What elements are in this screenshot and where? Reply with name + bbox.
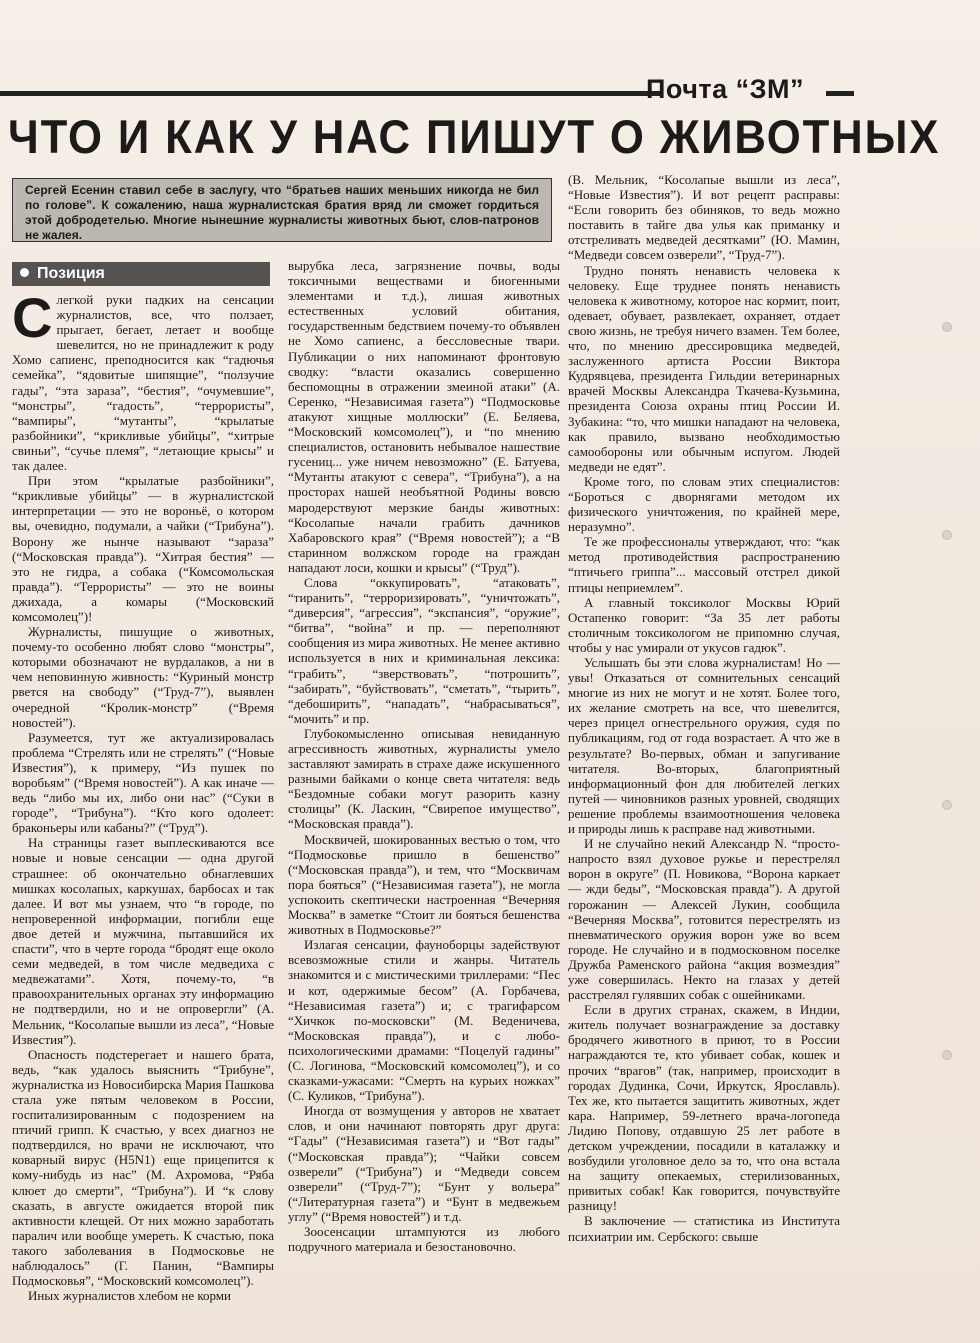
paragraph: Иногда от возмущения у авторов не хватает слов, и они начинают повторять друг друга: “Гады” (“Независимая газета”) и “Вот гады” (“Московская правда”); “Чайки совсем озверели” (“Трибуна”) и “Медведи совсем озверели” (“Труд-7”); “Бунт у вольера” (“Литературная газета”) и “Бунт в медвежьем углу” (“Время новостей”) и т.д. — [288, 1103, 560, 1224]
paragraph: Разумеется, тут же актуализировалась проблема “Стрелять или не стрелять” (“Новые Известия”), к примеру, “Из пушек по воробьям” (“Время новостей”). А как иначе — ведь “либо мы их, либо они нас” (“Суки в городе”, “Трибуна”). “Кто кого одолеет: браконьеры или кабаны?” (“Труд”). — [12, 729, 274, 836]
article-headline: ЧТО И КАК У НАС ПИШУТ О ЖИВОТНЫХ — [8, 110, 941, 163]
paragraph: Глубокомысленно описывая невиданную агрессивность животных, журналисты умело заставляют замирать в страхе даже искушенного разными байками о конце света читателя: ведь “Бездомные собаки могут разорить казну столицы” (К. Ласкин, “Свирепое имущество”, “Московская правда”). — [288, 725, 560, 832]
section-label — [12, 262, 270, 286]
binder-hole — [942, 800, 952, 810]
paragraph: А главный токсиколог Москвы Юрий Остапенко говорит: “За 35 лет работы столичным токсикологом не припомню случая, чтобы у нас умирали от укусов гадюк”. — [568, 594, 840, 655]
article-column-1 — [12, 292, 274, 1338]
article-column-3 — [568, 172, 840, 1338]
paragraph: вырубка леса, загрязнение почвы, воды токсичными веществами и биогенными элементами и т.д.), лишая животных естественных условий обитания, государственным бедствием почему-то объявлен не Хомо сапиенс, а бессловесные твари. Публикации о них напоминают фронтовую сводку: “власти оказались совершенно беспомощны в отражении змеиной атаки” (А. Серенко, “Независимая газета”) “Подмосковье атакуют хищные моллюски” (Е. Беляева, “Московский комсомолец”), и “по мнению специалистов, остановить небывалое нашествие гусениц... уже ничем невозможно” (Е. Батуева, “Мутанты атакуют с севера”, “Трибуна”), а на просторах нашей необъятной Родины вовсю мародерствуют мерзкие банды животных: “Косолапые начали грабить дачников Хабаровского края” (“Время новостей”); а “В старинном волжском городе на граждан нападают лоси, кошки и крысы” (“Труд”). — [288, 258, 560, 575]
paragraph: Зоосенсации штампуются из любого подручного материала и безостановочно. — [288, 1224, 560, 1255]
header-rule-right — [826, 91, 854, 96]
article-lead: Сергей Есенин ставил себе в заслугу, что “братьев наших меньших никогда не бил по голове”. К сожалению, наша журналистская братия вряд ли сможет гордиться этой добродетелью. Многие нынешние журналисты животных бьют, слов-патронов не жалея. — [12, 178, 552, 242]
paragraph: В заключение — статистика из Института психиатрии им. Сербского: свыше — [568, 1213, 840, 1244]
paragraph: Иных журналистов хлебом не корми — [28, 1288, 231, 1304]
binder-hole — [942, 1050, 952, 1060]
binder-hole — [942, 322, 952, 332]
header-rule-left — [0, 91, 660, 96]
paragraph: Журналисты, пишущие о животных, почему-то особенно любят слово “монстры”, которыми обозначают не вурдалаков, а ни в чем неповинную живность: “Куриный монстр рвется на свободу” (“Труд-7”), выявлен очередной “Кролик-монстр” (“Время новостей”). — [12, 624, 274, 730]
paragraph: Если в других странах, скажем, в Индии, житель получает вознаграждение за доставку бродячего животного в приют, то в России награждаются те, кто убивает собак, кошек и прочих “врагов” (так, например, происходит в городах Дудинка, Сочи, Иркутск, Ярославль). Тех же, кто пытается защитить животных, ждет кара. Например, 59-летнего врача-логопеда Лидию Попову, отдавшую 25 лет работе в детском учреждении, посадили в каталажку и возбудили уголовное дело за то, что она встала на защиту опекаемых, стерилизованных, привитых собак! Как говорится, почувствуйте разницу! — [568, 1002, 840, 1214]
paragraph: Опасность подстерегает и нашего брата, ведь, “как удалось выяснить “Трибуне”, журналистка из Новосибирска Мария Пашкова стала уже пятым человеком в России, госпитализированным с подозрением на птичий грипп. К счастью, у всех диагноз не подтвердился, но врачи не исключают, что коварный вирус (H5N1) еще прицепится к кому-нибудь из нас” (М. Ахромова, “Ряба клюет до смерти”, “Трибуна”). И “к слову сказать, в августе ожидается второй пик активности клещей. От них можно заработать паралич или вообще умереть. К счастью, пока такого заболевания в Подмосковье не наблюдалось” (Г. Панин, “Вампиры Подмосковья”, “Московский комсомолец”). — [12, 1046, 274, 1289]
paragraph: (В. Мельник, “Косолапые вышли из леса”, “Новые Известия”). И вот рецепт расправы: “Если говорить без обиняков, то ведь можно поставить в тайге два улья как приманку и отстреливать медведей десятками” (Ю. Мамин, “Медведи совсем озверели”, “Труд-7”). — [568, 172, 840, 263]
paragraph: На страницы газет выплескиваются все новые и новые сенсации — одна другой страшнее: об окончательно обнаглевших мишках косолапых, каркушах, барбосах и так далее. И вот мы узнаем, что “в городе, по непроверенной информации, погибли еще двое детей и мужчина, пытавшийся их спасти”, что в черте города “бродят еще около семи медведей, в том числе медведиха с медвежатами”. Хотя, почему-то, “в правоохранительных органах эту информацию не подтвердили, но и не опровергли” (А. Мельник, “Косолапые вышли из леса”, “Новые Известия”). — [12, 835, 274, 1047]
paragraph: Слова “оккупировать”, “атаковать”, “тиранить”, “терроризировать”, “уничтожать”, “диверсия”, “агрессия”, “экспансия”, “оружие”, “битва”, “война” и пр. — переполняют сообщения из мира животных. Не менее активно используется в них и криминальная лексика: “грабить”, “зверствовать”, “потрошить”, “забирать”, “буйствовать”, “сметать”, “тырить”, “дебоширить”, “нападать”, “набрасываться”, “мочить” и пр. — [288, 574, 560, 726]
binder-hole — [942, 530, 952, 540]
paragraph: легкой руки падких на сенсации журналистов, все, что ползает, прыгает, бегает, летает и вообще шевелится, но не принадлежит к роду Хомо сапиенс, преподносится как “гадючья семейка”, “ядовитые шипящие”, “ползучие гады”, “эта зараза”, “бестия”, “очумевшие”, “монстры”, “гадость”, “террористы”, “вампиры”, “мутанты”, “крылатые разбойники”, “крикливые убийцы”, “хитрые свиньи”, “сучье племя”, “летающие крысы” и так далее. — [12, 292, 274, 474]
paragraph: Услышать бы эти слова журналистам! Но — увы! Отказаться от сомнительных сенсаций многие из них не могут и не хотят. Более того, их желание смотреть на все, что шевелится, через прицел огнестрельного оружия, судя по публикациям, год от года возрастает. А что же в результате? Во-первых, обман и запугивание читателя. Во-вторых, благоприятный информационный фон для любителей легких путей — чиновников разных уровней, сводящих решение проблемы взаимоотношения человека и природы лишь к расправе над животными. — [568, 655, 840, 837]
paragraph: Трудно понять ненависть человека к человеку. Еще труднее понять ненависть человека к животному, которое нас кормит, поит, одевает, обувает, развлекает, охраняет, отдает свою жизнь, не требуя ничего взамен. Тем более, что, по мнению дрессировщика медведей, заслуженного артиста России Виктора Кудрявцева, президента Гильдии ветеринарных врачей Москвы Александра Ткачева-Кузьмина, президента Союза охраны птиц России И. Зубакина: “то, что мишки нападают на человека, как правило, вызвано необходимостью самообороны или обычным испугом. Людей медведи не едят”. — [568, 262, 840, 474]
article-column-2 — [288, 258, 560, 1338]
paragraph: Излагая сенсации, фауноборцы задействуют всевозможные стили и жанры. Читатель знакомится и с мистическими триллерами: “Пес и кот, одержимые бесом” (А. Горбачева, “Независимая газета”) и; с трагифарсом “Хичкок по-московски” (М. Веденичева, “Московская правда”), и с любо-психологическими драмами: “Поцелуй гадины” (С. Логинова, “Московский комсомолец”), и со сказками-ужасами: “Смерть на курьих ножках” (С. Куликов, “Трибуна”). — [288, 937, 560, 1104]
paragraph: Кроме того, по словам этих специалистов: “Бороться с дворнягами методом их физического уничтожения, по крайней мере, неразумно”. — [568, 473, 840, 535]
paragraph: При этом “крылатые разбойники”, “крикливые убийцы” — в журналистской интерпретации — это не вороньё, о котором вы, очевидно, подумали, а чайки (“Трибуна”). Ворону же нынче называют “зараза” (“Московская правда”). “Хитрая бестия” — это не гидра, а собака (“Комсомольская правда”). “Террористы” — это не воины джихада, а комары (“Московский комсомолец”)! — [12, 473, 274, 624]
paragraph: Москвичей, шокированных вестью о том, что “Подмосковье пришло в бешенство” (“Московская правда”), и тем, что “Москвичам пора бояться” (“Независимая газета”), не могла успокоить скептически настроенная “Вечерняя Москва” в заметке “Стоит ли бояться бешенства животных в Подмосковье?” — [288, 831, 560, 938]
bullet-icon — [20, 268, 29, 277]
drop-cap: С — [12, 292, 53, 349]
paragraph: И не случайно некий Александр N. “просто-напросто взял духовое ружье и перестрелял ворон в округе” (П. Новикова, “Ворона каркает — жди беды”, “Московская правда”). А другой горожанин — Алексей Лукин, сообщила “Вечерняя Москва”, готовится перестрелять из пневматического оружия ворон уже во всем городе. Не случайно и в подмосковном поселке Дружба Раменского района “акция возмездия” уже совершилась. Некто на глазах у детей расстрелял гулявших собак с ошейниками. — [568, 836, 840, 1003]
section-title: Позиция — [37, 265, 105, 282]
paragraph: Те же профессионалы утверждают, что: “как метод противодействия распространению “птичьего гриппа”... массовый отстрел дикой птицы неприемлем”. — [568, 534, 840, 595]
rubric-title: Почта “ЗМ” — [646, 74, 805, 104]
